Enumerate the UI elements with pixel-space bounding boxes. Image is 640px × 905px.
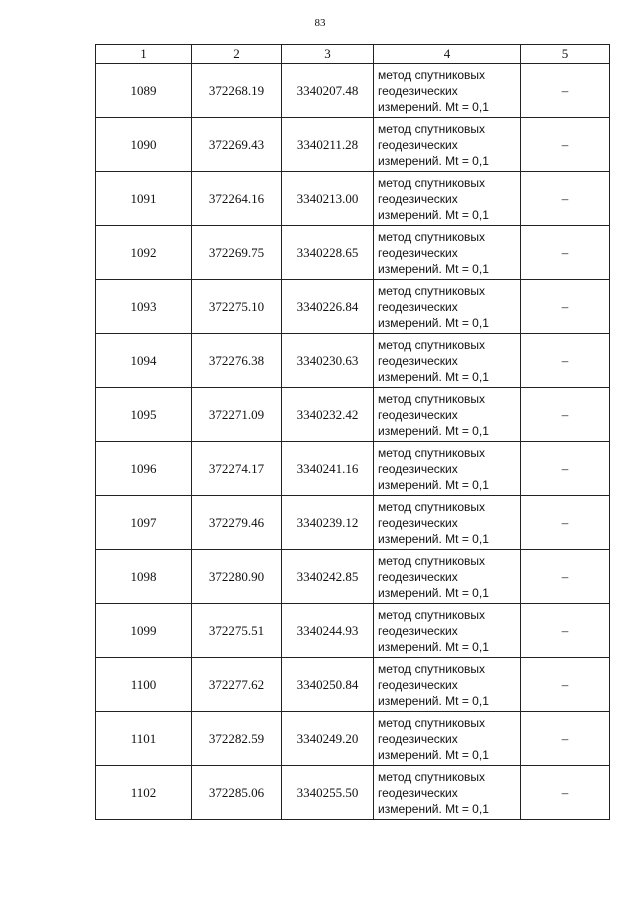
method-cell xyxy=(374,118,521,172)
method-line: геодезических xyxy=(378,569,458,584)
method-line: геодезических xyxy=(378,83,458,98)
method-line: геодезических xyxy=(378,353,458,368)
point-number-cell: 1095 xyxy=(96,388,192,442)
method-line: метод спутниковых xyxy=(378,67,486,82)
x-coordinate-cell: 372269.43 xyxy=(192,118,282,172)
method-line: метод спутниковых xyxy=(378,121,486,136)
coordinates-table xyxy=(95,44,610,820)
method-line: метод спутниковых xyxy=(378,715,486,730)
method-line: геодезических xyxy=(378,407,458,422)
y-coordinate-cell: 3340211.28 xyxy=(282,118,374,172)
point-number-cell: 1096 xyxy=(96,442,192,496)
point-number-cell: 1100 xyxy=(96,658,192,712)
x-coordinate-cell: 372264.16 xyxy=(192,172,282,226)
method-line: метод спутниковых xyxy=(378,337,486,352)
y-coordinate-cell: 3340230.63 xyxy=(282,334,374,388)
method-line: измерений. Mt = 0,1 xyxy=(378,801,489,816)
method-line: метод спутниковых xyxy=(378,391,486,406)
y-coordinate-cell: 3340232.42 xyxy=(282,388,374,442)
table-row xyxy=(96,442,610,496)
table-header-row xyxy=(96,45,610,64)
method-line: геодезических xyxy=(378,731,458,746)
method-line: метод спутниковых xyxy=(378,553,486,568)
note-cell: – xyxy=(521,442,610,496)
table-row xyxy=(96,64,610,118)
method-line: метод спутниковых xyxy=(378,283,486,298)
note-cell: – xyxy=(521,118,610,172)
point-number-cell: 1089 xyxy=(96,64,192,118)
note-cell: – xyxy=(521,712,610,766)
method-line: геодезических xyxy=(378,515,458,530)
point-number-cell: 1092 xyxy=(96,226,192,280)
method-line: измерений. Mt = 0,1 xyxy=(378,99,489,114)
method-line: метод спутниковых xyxy=(378,607,486,622)
method-line: измерений. Mt = 0,1 xyxy=(378,207,489,222)
method-line: метод спутниковых xyxy=(378,769,486,784)
x-coordinate-cell: 372275.10 xyxy=(192,280,282,334)
method-line: измерений. Mt = 0,1 xyxy=(378,423,489,438)
method-line: измерений. Mt = 0,1 xyxy=(378,639,489,654)
point-number-cell: 1102 xyxy=(96,766,192,820)
column-header: 2 xyxy=(192,45,282,64)
method-cell xyxy=(374,550,521,604)
y-coordinate-cell: 3340213.00 xyxy=(282,172,374,226)
method-cell xyxy=(374,172,521,226)
method-line: измерений. Mt = 0,1 xyxy=(378,369,489,384)
point-number-cell: 1094 xyxy=(96,334,192,388)
point-number-cell: 1101 xyxy=(96,712,192,766)
method-cell xyxy=(374,64,521,118)
method-line: измерений. Mt = 0,1 xyxy=(378,585,489,600)
note-cell: – xyxy=(521,334,610,388)
method-line: геодезических xyxy=(378,191,458,206)
x-coordinate-cell: 372268.19 xyxy=(192,64,282,118)
table-row xyxy=(96,388,610,442)
method-cell xyxy=(374,280,521,334)
x-coordinate-cell: 372279.46 xyxy=(192,496,282,550)
note-cell: – xyxy=(521,172,610,226)
method-line: метод спутниковых xyxy=(378,499,486,514)
method-cell xyxy=(374,496,521,550)
point-number-cell: 1093 xyxy=(96,280,192,334)
method-line: измерений. Mt = 0,1 xyxy=(378,315,489,330)
note-cell: – xyxy=(521,604,610,658)
method-cell xyxy=(374,766,521,820)
method-line: метод спутниковых xyxy=(378,229,486,244)
x-coordinate-cell: 372271.09 xyxy=(192,388,282,442)
y-coordinate-cell: 3340250.84 xyxy=(282,658,374,712)
table-body xyxy=(96,64,610,820)
point-number-cell: 1099 xyxy=(96,604,192,658)
table-row xyxy=(96,280,610,334)
table-row xyxy=(96,226,610,280)
method-line: геодезических xyxy=(378,677,458,692)
column-header: 3 xyxy=(282,45,374,64)
method-line: метод спутниковых xyxy=(378,661,486,676)
table-row xyxy=(96,334,610,388)
note-cell: – xyxy=(521,388,610,442)
x-coordinate-cell: 372285.06 xyxy=(192,766,282,820)
point-number-cell: 1091 xyxy=(96,172,192,226)
y-coordinate-cell: 3340226.84 xyxy=(282,280,374,334)
method-cell xyxy=(374,658,521,712)
y-coordinate-cell: 3340255.50 xyxy=(282,766,374,820)
x-coordinate-cell: 372275.51 xyxy=(192,604,282,658)
method-line: метод спутниковых xyxy=(378,445,486,460)
y-coordinate-cell: 3340228.65 xyxy=(282,226,374,280)
table-row xyxy=(96,496,610,550)
note-cell: – xyxy=(521,64,610,118)
note-cell: – xyxy=(521,226,610,280)
y-coordinate-cell: 3340239.12 xyxy=(282,496,374,550)
page-number: 83 xyxy=(314,17,326,29)
note-cell: – xyxy=(521,496,610,550)
column-header: 4 xyxy=(374,45,521,64)
note-cell: – xyxy=(521,550,610,604)
table-row xyxy=(96,604,610,658)
y-coordinate-cell: 3340207.48 xyxy=(282,64,374,118)
x-coordinate-cell: 372282.59 xyxy=(192,712,282,766)
point-number-cell: 1097 xyxy=(96,496,192,550)
y-coordinate-cell: 3340242.85 xyxy=(282,550,374,604)
method-line: измерений. Mt = 0,1 xyxy=(378,531,489,546)
x-coordinate-cell: 372269.75 xyxy=(192,226,282,280)
method-line: измерений. Mt = 0,1 xyxy=(378,747,489,762)
method-line: геодезических xyxy=(378,245,458,260)
x-coordinate-cell: 372274.17 xyxy=(192,442,282,496)
table-row xyxy=(96,172,610,226)
method-line: геодезических xyxy=(378,137,458,152)
method-line: измерений. Mt = 0,1 xyxy=(378,693,489,708)
table-row xyxy=(96,658,610,712)
method-line: измерений. Mt = 0,1 xyxy=(378,261,489,276)
method-cell xyxy=(374,226,521,280)
point-number-cell: 1090 xyxy=(96,118,192,172)
table-row xyxy=(96,712,610,766)
method-line: геодезических xyxy=(378,461,458,476)
x-coordinate-cell: 372277.62 xyxy=(192,658,282,712)
column-header: 5 xyxy=(521,45,610,64)
y-coordinate-cell: 3340244.93 xyxy=(282,604,374,658)
note-cell: – xyxy=(521,766,610,820)
method-line: геодезических xyxy=(378,785,458,800)
table-row xyxy=(96,550,610,604)
x-coordinate-cell: 372276.38 xyxy=(192,334,282,388)
method-cell xyxy=(374,604,521,658)
note-cell: – xyxy=(521,658,610,712)
x-coordinate-cell: 372280.90 xyxy=(192,550,282,604)
table-row xyxy=(96,118,610,172)
point-number-cell: 1098 xyxy=(96,550,192,604)
method-cell xyxy=(374,388,521,442)
column-header: 1 xyxy=(96,45,192,64)
method-line: метод спутниковых xyxy=(378,175,486,190)
method-line: геодезических xyxy=(378,299,458,314)
method-line: измерений. Mt = 0,1 xyxy=(378,153,489,168)
method-cell xyxy=(374,442,521,496)
y-coordinate-cell: 3340241.16 xyxy=(282,442,374,496)
note-cell: – xyxy=(521,280,610,334)
y-coordinate-cell: 3340249.20 xyxy=(282,712,374,766)
method-line: геодезических xyxy=(378,623,458,638)
table-row xyxy=(96,766,610,820)
method-cell xyxy=(374,712,521,766)
method-cell xyxy=(374,334,521,388)
method-line: измерений. Mt = 0,1 xyxy=(378,477,489,492)
